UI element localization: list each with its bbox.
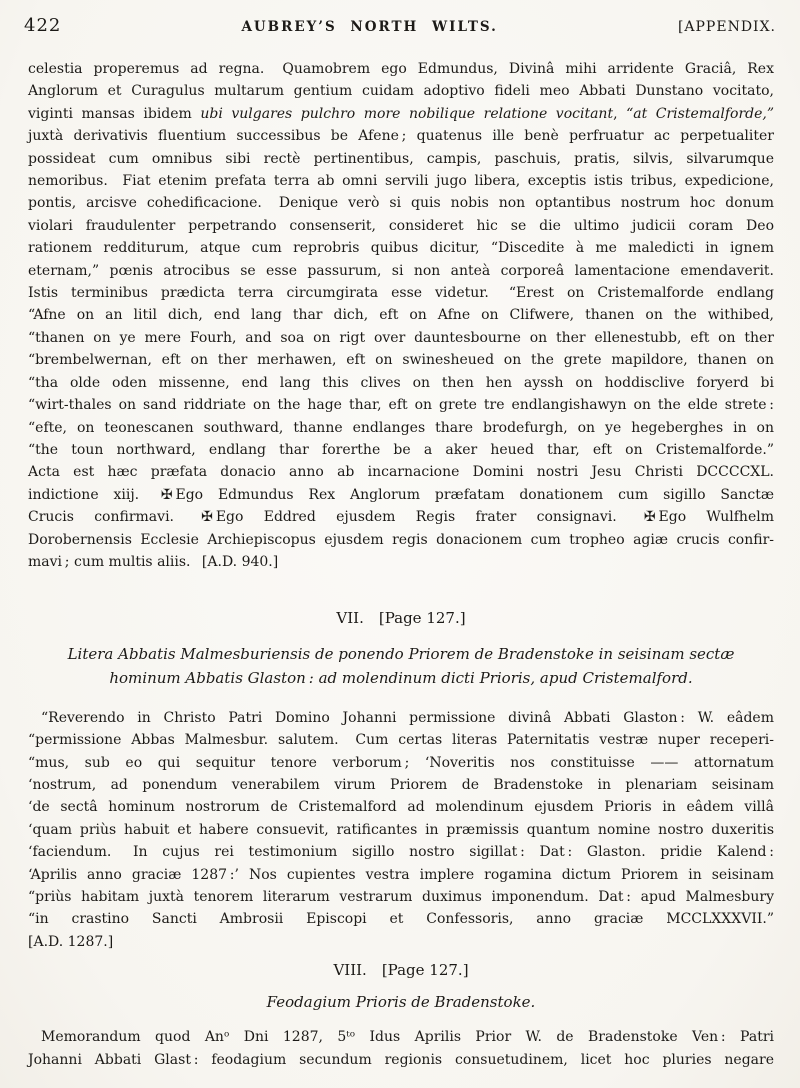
donation-charter-paragraph	[28, 58, 774, 573]
text-segment: “mus, sub eo qui sequitur tenore verborum ; ‘Noveritis nos constituisse —— attornatum	[28, 754, 774, 771]
text-segment: “Afne on an litil dich, end lang thar dich, eft on Afne on Clifwere, thanen on the withibed,	[28, 307, 774, 324]
text-segment: nemoribus. Fiat etenim prefata terra ab omni servili jugo libera, exceptis istis tribus, expedicione,	[28, 173, 774, 190]
text-line	[28, 304, 774, 326]
text-line	[28, 58, 774, 80]
text-line	[28, 484, 774, 506]
text-segment: ‘nostrum, ad ponendum venerabilem virum Priorem de Bradenstoke in plenariam seisinam	[28, 776, 774, 793]
text-segment: Memorandum quod Anᵒ Dni 1287, 5ᵗᵒ Idus Aprilis Prior W. de Bradenstoke Ven : Patri	[41, 1029, 774, 1046]
text-segment: ‘de sectâ hominum nostrorum de Cristemalford ad molendinum ejusdem Prioris in eâdem villâ	[28, 799, 774, 816]
text-line	[28, 125, 774, 147]
text-segment: ,	[613, 105, 627, 122]
text-line	[28, 260, 774, 282]
text-segment: indictione xiij. ✠ Ego Edmundus Rex Anglorum præfatam donationem cum sigillo Sanctæ	[28, 486, 774, 503]
text-segment: mavi ; cum multis aliis. [A.D. 940.]	[28, 553, 279, 570]
text-line	[28, 1049, 774, 1071]
text-line	[28, 372, 774, 394]
text-segment: “brembelwernan, eft on ther merhawen, eft on swinesheued on the grete mapildore, thanen on	[28, 352, 774, 369]
memorandum-feodagium-paragraph	[28, 1026, 774, 1071]
text-line	[28, 752, 774, 774]
litera-abbatis-paragraph	[28, 707, 774, 953]
text-segment: “efte, on teonescanen southward, thanne endlanges thare brodefurgh, on ye hegeberghes in on	[28, 419, 774, 436]
text-line	[28, 841, 774, 863]
text-line	[28, 327, 774, 349]
text-segment: juxtà derivativis fluentium successibus be Afene ; quatenus ille benè perfruatur ac perpetualiter	[28, 128, 774, 145]
text-line	[28, 80, 774, 102]
text-segment: “priùs habitam juxtà tenorem literarum vestrarum duximus imponendum. Dat : apud Malmesbury	[28, 889, 774, 905]
text-line	[28, 908, 774, 930]
text-segment: eternam,” pœnis atrocibus se esse passurum, si non anteà corporeâ lamentacione emendaverit.	[28, 262, 774, 279]
text-line	[28, 506, 774, 528]
text-segment: violari fraudulenter perpetrando consenserit, consideret hic se die ultimo judicii coram Deo	[28, 217, 774, 234]
subtitle-line: hominum Abbatis Glaston : ad molendinum dicti Prioris, apud Cristemalford.	[109, 669, 693, 688]
text-line	[28, 394, 774, 416]
text-line	[28, 148, 774, 170]
text-line	[28, 729, 774, 751]
running-title: AUBREY’S NORTH WILTS.	[241, 19, 498, 35]
text-segment: Dorobernensis Ecclesie Archiepiscopus ejusdem regis donacionem cum tropheo agiæ crucis confir-	[28, 531, 774, 548]
text-line	[28, 774, 774, 796]
text-line	[28, 931, 774, 953]
appendix-label: [APPENDIX.	[677, 19, 776, 35]
text-line	[28, 886, 774, 908]
text-segment: “in crastino Sancti Ambrosii Episcopi et Confessoris, anno graciæ MCCLXXXVII.”	[28, 911, 774, 928]
text-line	[28, 864, 774, 886]
page-body	[0, 36, 800, 1071]
text-segment: ‘faciendum. In cujus rei testimonium sigillo nostro sigillat : Dat : Glaston. pridie Kalend :	[28, 844, 774, 861]
text-line	[28, 103, 774, 125]
text-segment: Anglorum et Curagulus multarum gentium cuidam adoptivo fideli meo Abbati Dunstano vocitato,	[28, 83, 774, 100]
text-segment: Johanni Abbati Glast : feodagium secundum regionis consuetudinem, licet hoc pluries negare	[28, 1051, 774, 1068]
page-number: 422	[24, 15, 62, 36]
section-viii-subtitle	[28, 990, 774, 1015]
text-segment: possideat cum omnibus sibi rectè pertinentibus, campis, paschuis, pratis, silvis, silvarumque	[28, 150, 774, 167]
subtitle-line: Feodagium Prioris de Bradenstoke.	[266, 992, 536, 1011]
text-segment: Istis terminibus prædicta terra circumgirata esse videtur. “Erest on Cristemalforde endlang	[28, 285, 774, 302]
text-segment: pontis, arcisve cohedificacione. Denique verò si quis nobis non optantibus nostrum hoc donum	[28, 195, 774, 212]
text-segment: “the toun northward, endlang thar forerthe be a aker heued thar, eft on Cristemalforde.”	[28, 441, 774, 458]
text-line	[28, 551, 774, 573]
italic-text-segment: ubi vulgares pulchro more nobilique relatione vocitant	[200, 105, 614, 122]
text-line	[28, 1026, 774, 1048]
section-vii-heading: VII. [Page 127.]	[336, 609, 466, 628]
italic-text-segment: “at Cristemalforde,”	[626, 105, 774, 122]
text-segment: [A.D. 1287.]	[28, 933, 114, 950]
subtitle-line: Litera Abbatis Malmesburiensis de ponendo Priorem de Bradenstoke in seisinam sectæ	[67, 644, 735, 663]
text-line	[28, 707, 774, 729]
text-segment: “Reverendo in Christo Patri Domino Johanni permissione divinâ Abbati Glaston : W. eâdem	[41, 709, 774, 726]
text-line	[28, 192, 774, 214]
text-line	[28, 215, 774, 237]
text-segment: “thanen on ye mere Fourh, and soa on rigt over dauntesbourne on ther ellenestubb, eft on ther	[28, 329, 774, 346]
text-segment: ‘quam priùs habuit et habere consuevit, ratificantes in præmissis quantum nomine nostro duxeritis	[28, 821, 774, 838]
text-segment: ‘Aprilis anno graciæ 1287 :’ Nos cupientes vestra implere rogamina dictum Priorem in seisinam	[28, 866, 774, 883]
text-segment: “wirt-thales on sand riddriate on the hage thar, eft on grete tre endlangishawyn on the elde strete :	[28, 397, 774, 414]
section-vii-subtitle	[28, 642, 774, 691]
text-line	[28, 796, 774, 818]
text-line	[28, 529, 774, 551]
text-segment: “tha olde oden missenne, end lang this clives on then hen ayssh on hoddisclive foryerd bi	[28, 374, 774, 391]
text-segment: Crucis confirmavi. ✠ Ego Eddred ejusdem Regis frater consignavi. ✠ Ego Wulfhelm	[28, 509, 774, 526]
text-line	[28, 819, 774, 841]
text-line	[28, 349, 774, 371]
page-header	[0, 0, 800, 36]
text-line	[28, 282, 774, 304]
text-segment: “permissione Abbas Malmesbur. salutem. Cum certas literas Paternitatis vestræ nuper receperi-	[28, 732, 774, 749]
text-line	[28, 237, 774, 259]
text-line	[28, 417, 774, 439]
text-segment: rationem redditurum, atque cum reprobris quibus dicitur, “Discedite à me maledicti in ignem	[28, 240, 774, 257]
text-line	[28, 439, 774, 461]
text-segment: celestia properemus ad regna. Quamobrem ego Edmundus, Divinâ mihi arridente Graciâ, Rex	[28, 61, 774, 77]
text-line	[28, 170, 774, 192]
text-line	[28, 461, 774, 483]
text-segment: Acta est hæc præfata donacio anno ab incarnacione Domini nostri Jesu Christi DCCCCXL.	[28, 464, 774, 481]
section-viii-heading: VIII. [Page 127.]	[333, 961, 469, 980]
text-segment: viginti mansas ibidem	[28, 105, 201, 122]
